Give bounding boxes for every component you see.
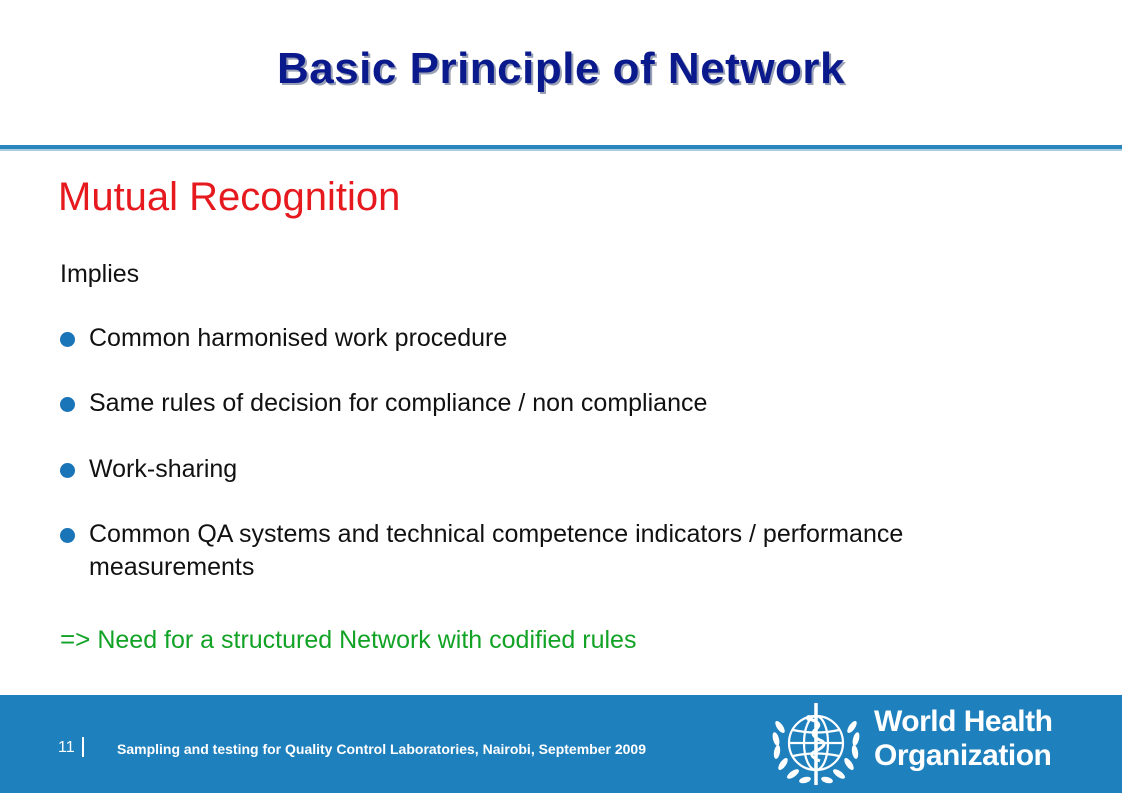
bullet-dot-icon: [60, 332, 75, 347]
intro-text: Implies: [60, 260, 140, 288]
organization-name-line1: World Health: [874, 705, 1053, 738]
conclusion-text: Need for a structured Network with codified rules: [97, 626, 637, 654]
organization-name-line2: Organization: [874, 739, 1052, 772]
who-emblem-icon: [764, 697, 868, 791]
page-number-separator: [82, 737, 84, 757]
bullet-dot-icon: [60, 397, 75, 412]
bullet-item: [60, 518, 960, 584]
bullet-dot-icon: [60, 528, 75, 543]
bullet-item: [60, 322, 1020, 355]
bullet-text: Same rules of decision for compliance / non compliance: [89, 389, 708, 417]
conclusion-arrow: =>: [60, 624, 91, 654]
footer-bar: [0, 695, 1122, 793]
page-number: 11: [58, 739, 75, 756]
organization-name: [874, 705, 1052, 773]
bullet-text: Common harmonised work procedure: [89, 324, 508, 352]
bullet-item: [60, 453, 1020, 486]
conclusion-line: [60, 624, 636, 655]
slide-title: Basic Principle of Network: [276, 44, 846, 93]
bullet-text: Work-sharing: [89, 455, 238, 483]
section-subtitle: Mutual Recognition: [58, 175, 401, 219]
bullet-item: [60, 387, 1020, 420]
title-area: [0, 0, 1122, 145]
bullet-dot-icon: [60, 463, 75, 478]
footer-caption: Sampling and testing for Quality Control Laboratories, Nairobi, September 2009: [117, 741, 646, 757]
bullet-text: Common QA systems and technical competence indicators / performance measurements: [89, 520, 904, 581]
title-divider-shadow: [0, 149, 1122, 151]
